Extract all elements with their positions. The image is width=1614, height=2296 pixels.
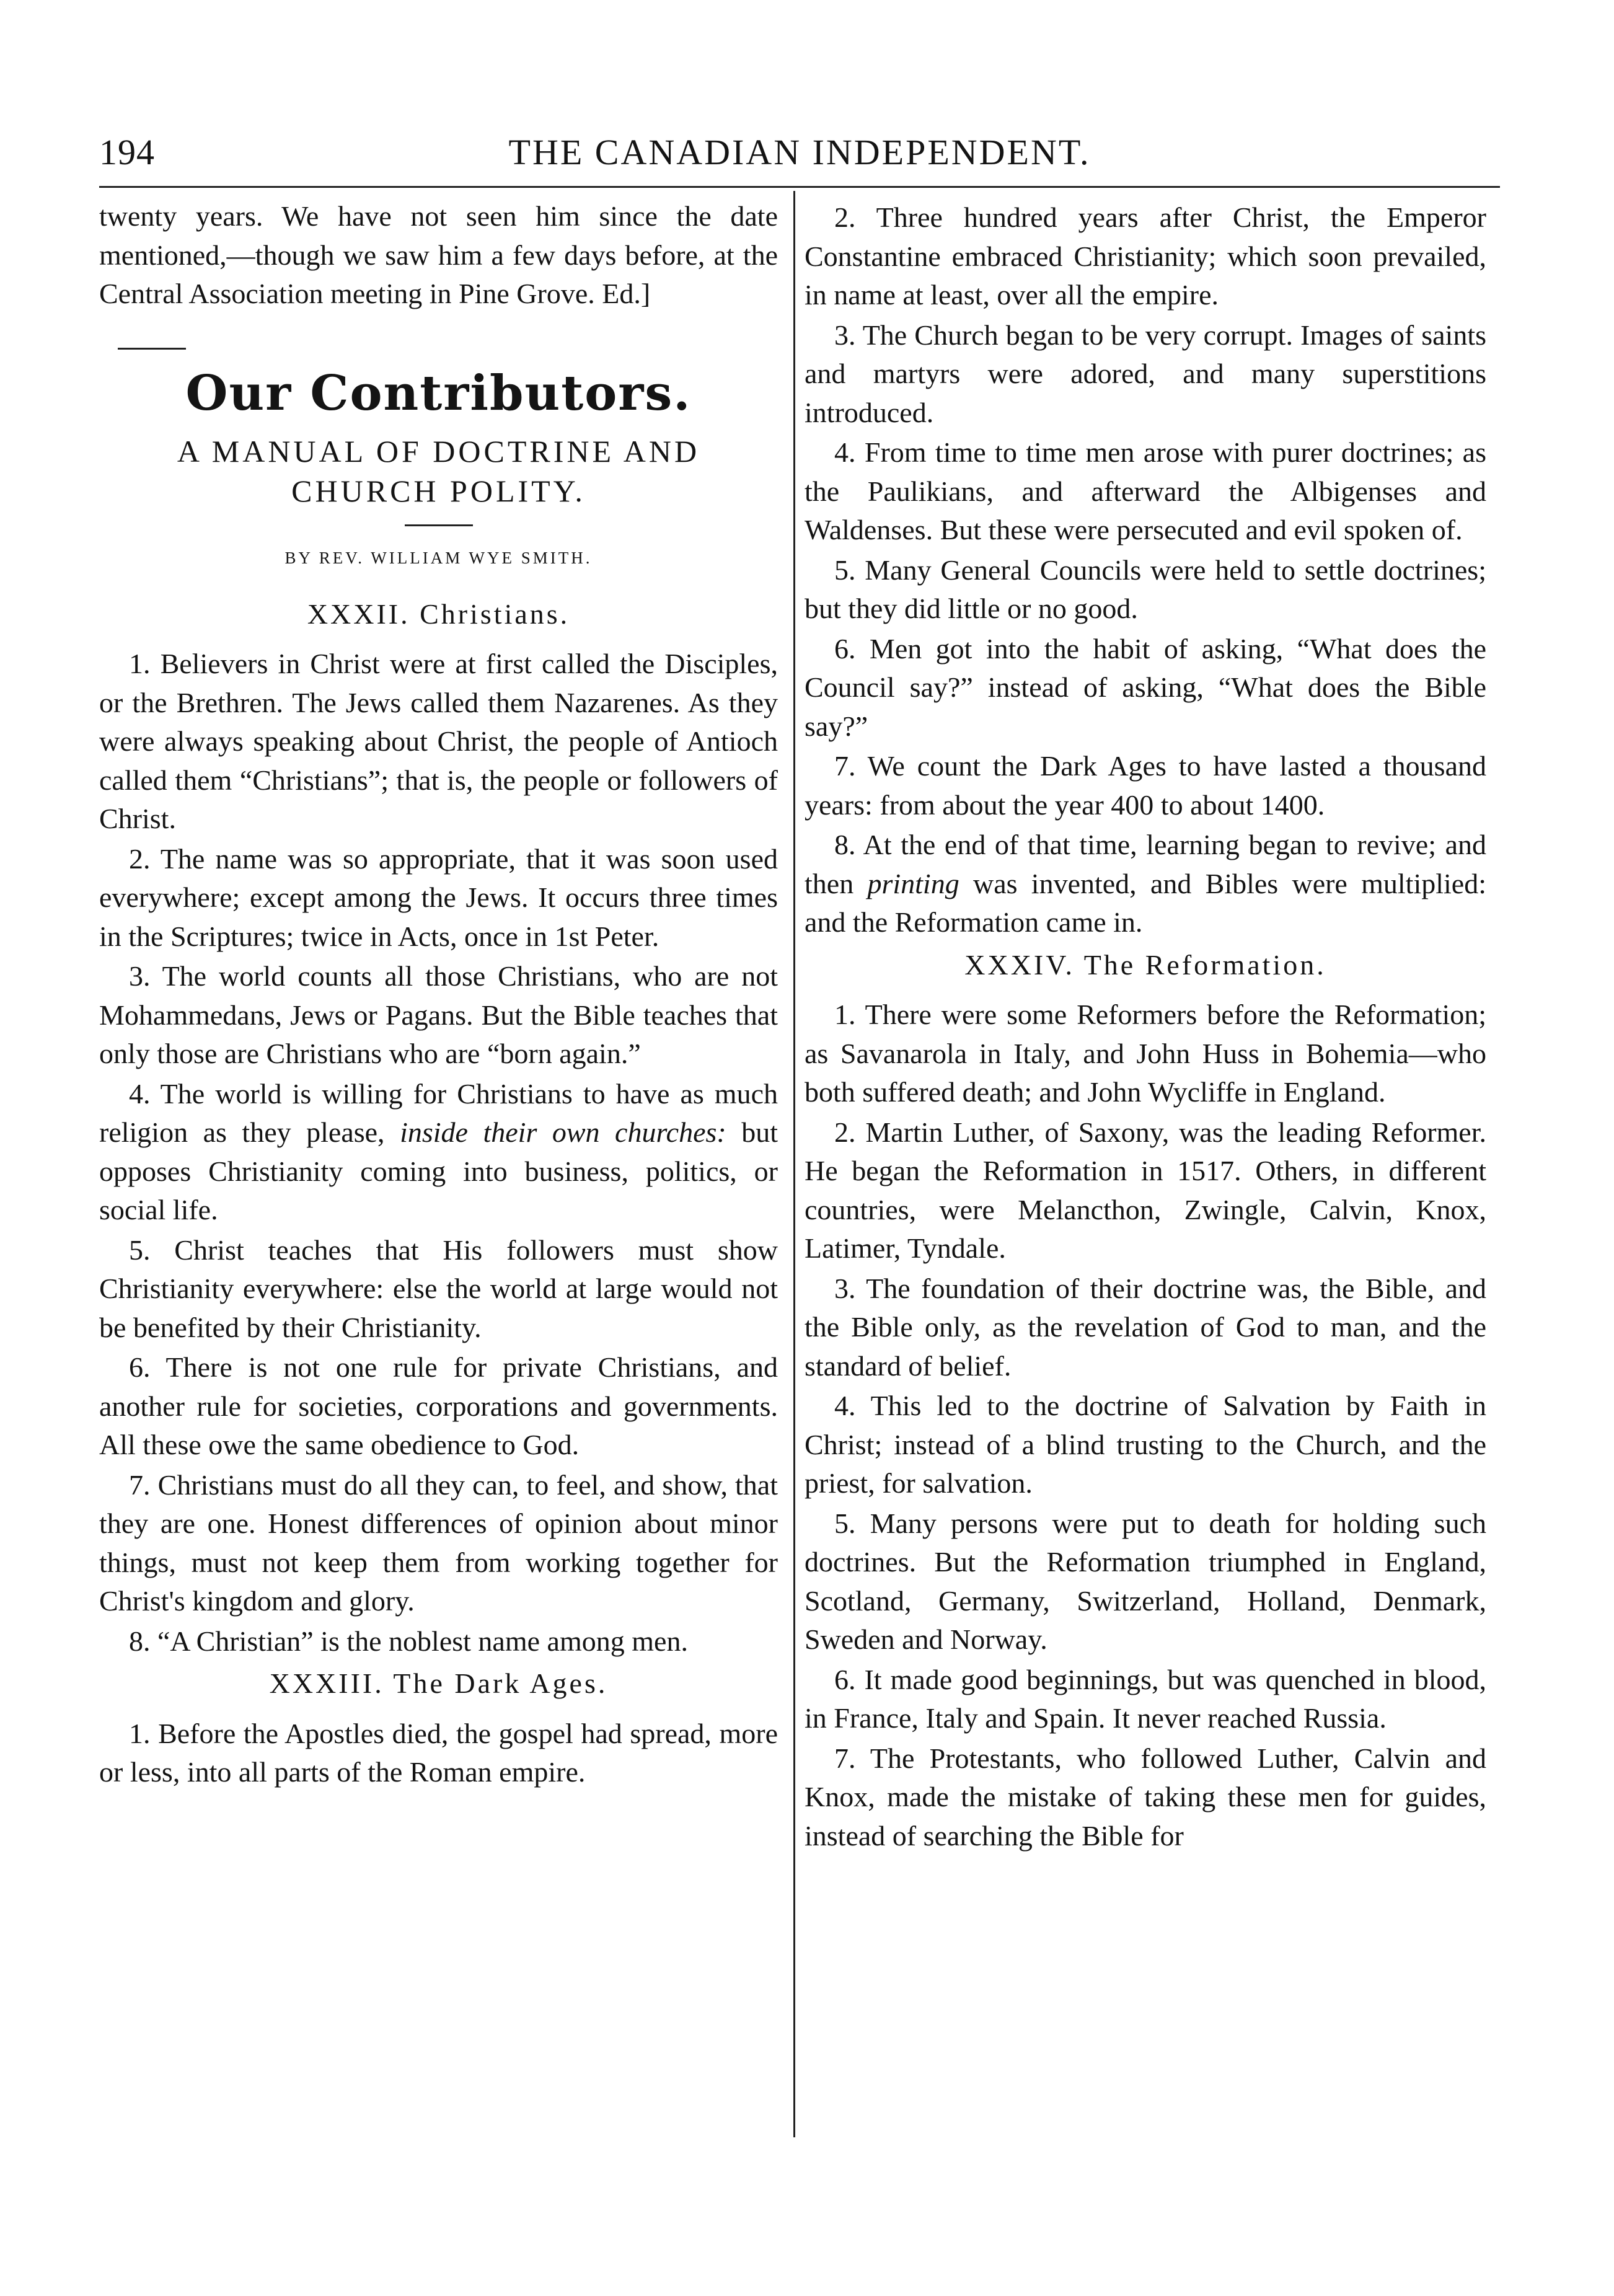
paragraph <box>99 1075 778 1230</box>
paragraph-text: was invented, and Bibles were multiplied: and the Reformation came in. <box>805 867 1486 938</box>
section-heading: Our Contributors. <box>185 364 692 422</box>
left-column <box>99 197 778 1792</box>
paragraph: 6. It made good beginnings, but was quenched in blood, in France, Italy and Spain. It never reached Russia. <box>805 1663 1486 1734</box>
chapter-heading-xxxiv: XXXIV. The Reformation. <box>964 948 1326 981</box>
paragraph: 3. The world counts all those Christians, who are not Mohammedans, Jews or Pagans. But the Bible teaches that only those are Christians who are “born again.” <box>99 960 778 1069</box>
page-header <box>99 131 1500 187</box>
paragraph: 1. Before the Apostles died, the gospel had spread, more or less, into all parts of the Roman empire. <box>99 1717 778 1788</box>
italic-phrase: printing <box>867 867 959 899</box>
paragraph-text: but opposes Christianity coming into business, politics, or social life. <box>99 1116 778 1225</box>
paragraph: 2. The name was so appropriate, that it was soon used everywhere; except among the Jews. It occurs three times in the Scriptures; twice in Acts, once in 1st Peter. <box>99 842 778 952</box>
article-title: A MANUAL OF DOCTRINE AND CHURCH POLITY. <box>177 434 700 508</box>
byline: BY REV. WILLIAM WYE SMITH. <box>284 549 593 567</box>
paragraph: 5. Many persons were put to death for holding such doctrines. But the Reformation triumphed in England, Scotland, Germany, Switzerland, Holland, Denmark, Sweden and Norway. <box>805 1507 1486 1655</box>
header-rule <box>99 186 1500 188</box>
paragraph: 1. Believers in Christ were at first called the Disciples, or the Brethren. The Jews called them Nazarenes. As they were always speaking about Christ, the people of Antioch called them “Christians”; that is, the people or followers of Christ. <box>99 648 778 834</box>
paragraph: 4. From time to time men arose with purer doctrines; as the Paulikians, and afterward the Albigenses and Waldenses. But these were persecuted and evil spoken of. <box>805 436 1486 545</box>
paragraph: 7. We count the Dark Ages to have lasted a thousand years: from about the year 400 to about 1400. <box>805 750 1486 821</box>
column-divider <box>793 191 795 2137</box>
paragraph: 6. There is not one rule for private Christians, and another rule for societies, corporations and governments. All these owe the same obedience to God. <box>99 1351 778 1460</box>
paragraph: 2. Martin Luther, of Saxony, was the leading Reformer. He began the Reformation in 1517. Others, in different countries, were Melancthon, Zwingle, Calvin, Knox, Latimer, Tyndale. <box>805 1116 1486 1264</box>
chapter-heading-xxxii: XXXII. Christians. <box>307 598 570 630</box>
paragraph: 5. Christ teaches that His followers must show Christianity everywhere: else the world at large would not be benefited by their Christianity. <box>99 1234 778 1343</box>
paragraph-text: 4. The world is willing for Christians to have as much religion as they please, <box>99 1077 778 1148</box>
paragraph: 7. Christians must do all they can, to feel, and show, that they are one. Honest differences of opinion about minor things, must not keep them from working together for Christ's kingdom and glory. <box>99 1468 778 1617</box>
paragraph: 8. “A Christian” is the noblest name among men. <box>129 1625 688 1657</box>
right-column <box>805 197 1486 1855</box>
paragraph: 7. The Protestants, who followed Luther, Calvin and Knox, made the mistake of taking these men for guides, instead of searching the Bible for <box>805 1742 1486 1852</box>
paragraph: 6. Men got into the habit of asking, “What does the Council say?” instead of asking, “What does the Bible say?” <box>805 632 1486 742</box>
title-rule <box>405 524 473 526</box>
paragraph <box>805 826 1486 942</box>
paragraph: 1. There were some Reformers before the Reformation; as Savanarola in Italy, and John Huss in Bohemia—who both suffered death; and John Wycliffe in England. <box>805 999 1486 1108</box>
paragraph: 3. The Church began to be very corrupt. Images of saints and martyrs were adored, and many superstitions introduced. <box>805 319 1486 428</box>
paragraph: 2. Three hundred years after Christ, the Emperor Constantine embraced Christianity; which soon prevailed, in name at least, over all the empire. <box>805 201 1486 311</box>
section-rule <box>118 348 186 350</box>
paragraph: 4. This led to the doctrine of Salvation by Faith in Christ; instead of a blind trusting to the Church, and the priest, for salvation. <box>805 1390 1486 1499</box>
paragraph-text: 8. At the end of that time, learning began to revive; and then <box>805 829 1486 899</box>
page-number: 194 <box>99 132 155 172</box>
chapter-heading-xxxiii: XXXIII. The Dark Ages. <box>269 1667 608 1699</box>
running-title: THE CANADIAN INDEPENDENT. <box>508 132 1091 172</box>
continued-text: twenty years. We have not seen him since the date mentioned,—though we saw him a few days before, at the Central Association meeting in Pine Grove. Ed.] <box>99 200 778 309</box>
paragraph: 3. The foundation of their doctrine was, the Bible, and the Bible only, as the revelation of God to man, and the standard of belief. <box>805 1272 1486 1382</box>
italic-phrase: inside their own churches: <box>400 1116 726 1148</box>
paragraph: 5. Many General Councils were held to settle doctrines; but they did little or no good. <box>805 554 1486 624</box>
